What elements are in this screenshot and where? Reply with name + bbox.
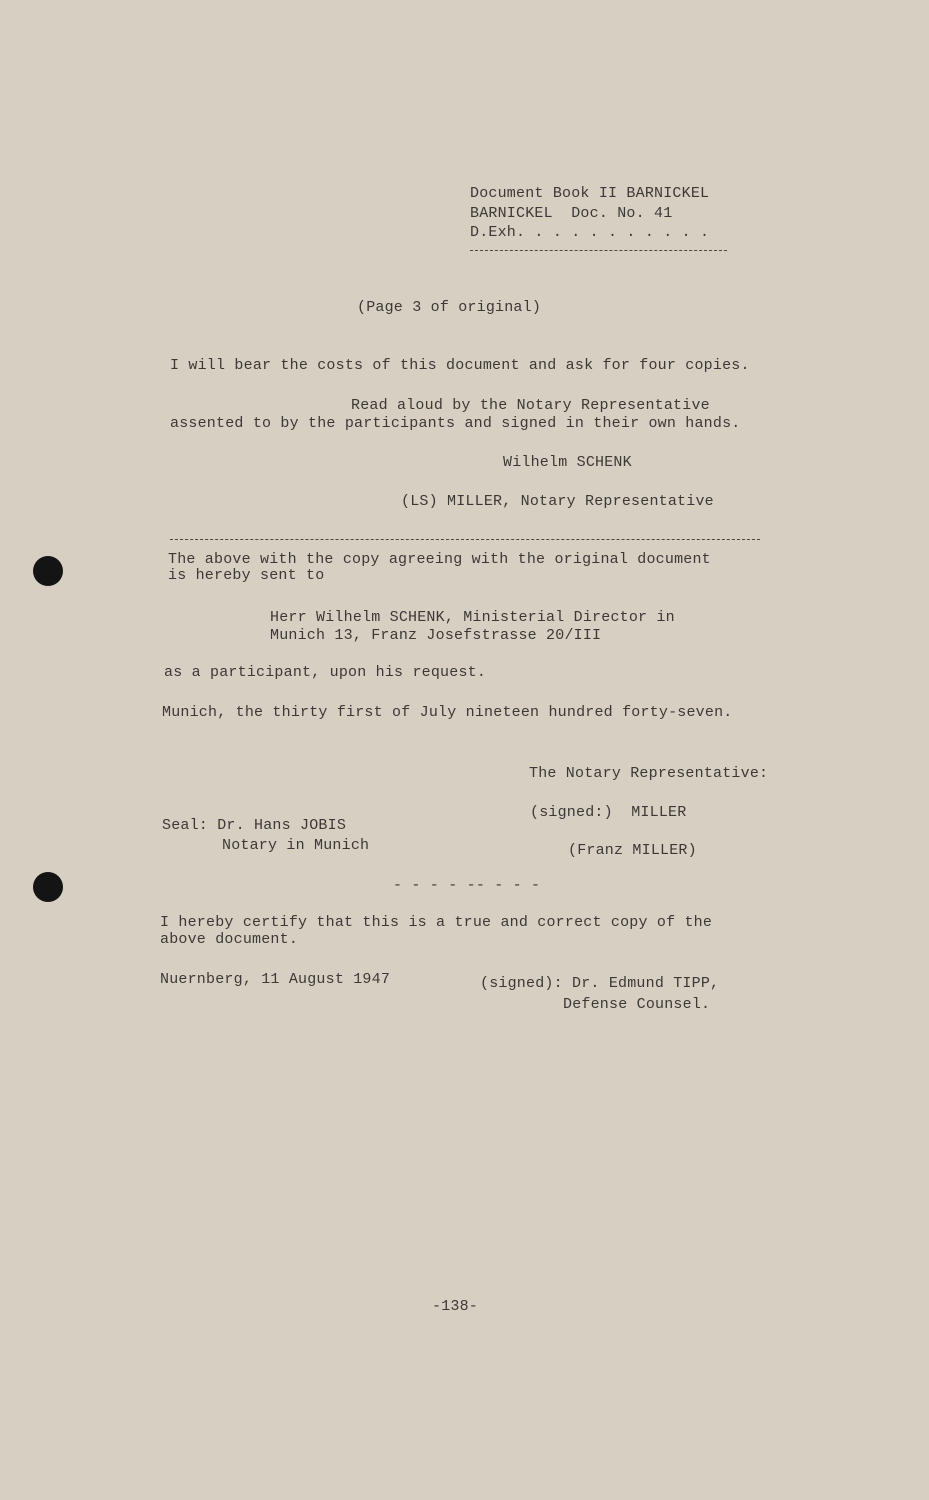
defense-counsel: Defense Counsel. <box>563 996 711 1013</box>
signature-schenk: Wilhelm SCHENK <box>503 454 632 471</box>
header-exhibit: D.Exh. . . . . . . . . . . <box>470 224 710 241</box>
seal-line2: Notary in Munich <box>222 837 370 854</box>
certify-line2: above document. <box>160 931 299 948</box>
seal-line1: Seal: Dr. Hans JOBIS <box>162 817 347 834</box>
date-munich: Munich, the thirty first of July nineteen hundred forty-seven. <box>162 704 733 721</box>
signed-miller: (signed:) MILLER <box>530 804 687 821</box>
page-reference: (Page 3 of original) <box>357 299 542 316</box>
signed-tipp: (signed): Dr. Edmund TIPP, <box>480 975 720 992</box>
date-nuernberg: Nuernberg, 11 August 1947 <box>160 971 391 988</box>
punch-hole-lower <box>33 872 63 902</box>
costs-statement: I will bear the costs of this document and ask for four copies. <box>170 357 750 374</box>
franz-miller: (Franz MILLER) <box>568 842 697 859</box>
section-rule <box>170 539 760 540</box>
address-line1: Herr Wilhelm SCHENK, Ministerial Director in <box>270 609 675 626</box>
notary-title: The Notary Representative: <box>529 765 769 782</box>
read-aloud-line: Read aloud by the Notary Representative <box>351 397 710 414</box>
punch-hole-upper <box>33 556 63 586</box>
copy-statement-line1: The above with the copy agreeing with the original document <box>168 551 711 568</box>
assented-line: assented to by the participants and signed in their own hands. <box>170 415 741 432</box>
separator-dashes: - - - - -- - - - <box>393 877 541 894</box>
address-line2: Munich 13, Franz Josefstrasse 20/III <box>270 627 602 644</box>
signature-miller: (LS) MILLER, Notary Representative <box>401 493 714 510</box>
header-rule <box>470 250 727 251</box>
copy-statement-line2: is hereby sent to <box>168 567 325 584</box>
header-document-book: Document Book II BARNICKEL <box>470 185 710 202</box>
header-doc-number: BARNICKEL Doc. No. 41 <box>470 205 673 222</box>
certify-line1: I hereby certify that this is a true and correct copy of the <box>160 914 713 931</box>
page-number: -138- <box>432 1298 479 1315</box>
participant-line: as a participant, upon his request. <box>164 664 487 681</box>
